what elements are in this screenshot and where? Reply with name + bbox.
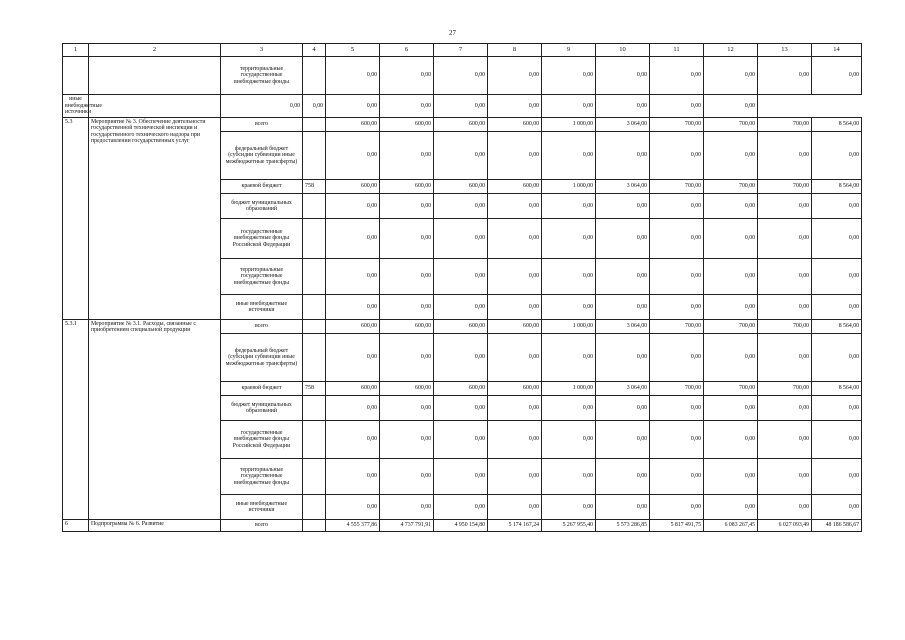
header-cell: 4 [303,44,326,57]
header-cell: 1 [63,44,89,57]
funding-source: всего [221,520,303,532]
amount-cell: 0,00 [704,132,758,180]
amount-cell: 0,00 [542,396,596,421]
amount-cell: 0,00 [596,57,650,95]
amount-cell: 0,00 [812,459,862,495]
amount-cell: 0,00 [596,295,650,320]
amount-cell: 0,00 [488,95,542,118]
amount-cell: 0,00 [704,421,758,459]
amount-cell: 600,00 [380,118,434,132]
amount-cell: 0,00 [434,495,488,520]
amount-cell: 600,00 [326,382,380,396]
amount-cell: 5 573 286,85 [596,520,650,532]
header-cell: 8 [488,44,542,57]
funding-source: всего [221,118,303,132]
amount-cell: 0,00 [542,459,596,495]
amount-cell: 0,00 [380,259,434,295]
page-number: 27 [449,29,456,37]
amount-cell: 600,00 [380,180,434,194]
funding-source: территориальные государственные внебюджетные фонды [221,57,303,95]
amount-cell: 0,00 [704,396,758,421]
header-cell: 2 [89,44,221,57]
amount-cell: 0,00 [812,259,862,295]
amount-cell: 700,00 [758,320,812,334]
amount-cell: 0,00 [380,219,434,259]
amount-cell: 0,00 [380,495,434,520]
budget-code [303,334,326,382]
amount-cell: 0,00 [650,259,704,295]
amount-cell: 0,00 [434,421,488,459]
amount-cell: 0,00 [488,194,542,219]
amount-cell: 8 564,00 [812,118,862,132]
funding-source: государственные внебюджетные фонды Российской Федерации [221,219,303,259]
amount-cell: 8 564,00 [812,180,862,194]
amount-cell: 0,00 [812,334,862,382]
amount-cell: 0,00 [758,57,812,95]
amount-cell: 0,00 [326,334,380,382]
amount-cell: 600,00 [326,118,380,132]
budget-code [303,295,326,320]
amount-cell: 0,00 [488,495,542,520]
amount-cell: 0,00 [650,295,704,320]
budget-code [303,421,326,459]
header-cell: 9 [542,44,596,57]
amount-cell: 600,00 [488,320,542,334]
amount-cell: 0,00 [596,334,650,382]
item-number: 5.3.1 [63,320,89,520]
amount-cell: 600,00 [434,320,488,334]
table-row [63,118,862,132]
amount-cell: 0,00 [434,194,488,219]
amount-cell: 0,00 [488,421,542,459]
amount-cell: 0,00 [542,194,596,219]
amount-cell: 0,00 [542,57,596,95]
amount-cell: 0,00 [326,295,380,320]
funding-source: федеральный бюджет (субсидии субвенции иные межбюджетные трансферты) [221,334,303,382]
header-cell: 5 [326,44,380,57]
amount-cell: 700,00 [704,320,758,334]
amount-cell: 0,00 [434,334,488,382]
amount-cell: 1 000,00 [542,180,596,194]
amount-cell: 0,00 [596,219,650,259]
funding-source: краевой бюджет [221,382,303,396]
amount-cell: 0,00 [650,459,704,495]
amount-cell: 0,00 [488,334,542,382]
amount-cell: 0,00 [812,495,862,520]
amount-cell: 600,00 [326,320,380,334]
amount-cell: 600,00 [488,118,542,132]
funding-source: федеральный бюджет (субсидии субвенции иные межбюджетные трансферты) [221,132,303,180]
amount-cell: 0,00 [812,194,862,219]
table-body [63,44,862,532]
amount-cell: 0,00 [434,459,488,495]
amount-cell: 0,00 [488,219,542,259]
amount-cell: 8 564,00 [812,382,862,396]
amount-cell: 0,00 [596,95,650,118]
amount-cell: 0,00 [704,259,758,295]
amount-cell: 0,00 [434,95,488,118]
header-cell: 7 [434,44,488,57]
budget-code [303,396,326,421]
amount-cell: 1 000,00 [542,320,596,334]
amount-cell: 0,00 [704,57,758,95]
funding-source: бюджет муниципальных образований [221,396,303,421]
item-name: Мероприятие № 3. Обеспечение деятельности государственной технической инспекции и государственного технического надзора при предоставлении государственных услуг [89,118,221,320]
budget-code: 758 [303,382,326,396]
amount-cell: 0,00 [380,57,434,95]
amount-cell: 1 000,00 [542,118,596,132]
item-name: Мероприятие № 3.1. Расходы, связанные с приобретением специальной продукции [89,320,221,520]
amount-cell: 8 564,00 [812,320,862,334]
amount-cell: 0,00 [542,95,596,118]
amount-cell: 0,00 [758,495,812,520]
funding-source: территориальные государственные внебюджетные фонды [221,459,303,495]
funding-source: краевой бюджет [221,180,303,194]
budget-code [89,95,221,118]
amount-cell: 3 064,00 [596,320,650,334]
amount-cell: 0,00 [326,57,380,95]
amount-cell: 0,00 [704,95,758,118]
amount-cell: 0,00 [758,259,812,295]
item-name: Подпрограмма № 6. Развитие [89,520,221,532]
amount-cell: 6 027 093,49 [758,520,812,532]
amount-cell: 0,00 [488,295,542,320]
budget-code [303,132,326,180]
item-number [63,57,89,95]
header-cell: 10 [596,44,650,57]
amount-cell: 0,00 [380,95,434,118]
budget-code [303,118,326,132]
table-row [63,95,862,118]
amount-cell: 0,00 [596,259,650,295]
amount-cell: 0,00 [326,219,380,259]
amount-cell: 700,00 [704,382,758,396]
header-cell: 13 [758,44,812,57]
amount-cell: 3 064,00 [596,180,650,194]
header-cell: 14 [812,44,862,57]
budget-code [303,259,326,295]
amount-cell: 0,00 [380,396,434,421]
amount-cell: 0,00 [758,132,812,180]
amount-cell: 0,00 [758,396,812,421]
amount-cell: 0,00 [758,334,812,382]
amount-cell: 0,00 [326,459,380,495]
amount-cell: 0,00 [326,194,380,219]
amount-cell: 0,00 [596,396,650,421]
amount-cell: 0,00 [434,259,488,295]
header-cell: 12 [704,44,758,57]
funding-source: бюджет муниципальных образований [221,194,303,219]
amount-cell: 0,00 [650,194,704,219]
amount-cell: 600,00 [380,320,434,334]
amount-cell: 0,00 [704,295,758,320]
amount-cell: 0,00 [812,57,862,95]
amount-cell: 700,00 [758,382,812,396]
amount-cell: 1 000,00 [542,382,596,396]
amount-cell: 700,00 [758,118,812,132]
amount-cell: 5 817 491,75 [650,520,704,532]
amount-cell: 0,00 [812,295,862,320]
amount-cell: 0,00 [488,459,542,495]
budget-code [303,57,326,95]
budget-code [303,495,326,520]
amount-cell: 48 186 586,67 [812,520,862,532]
amount-cell: 0,00 [542,295,596,320]
amount-cell: 0,00 [704,194,758,219]
funding-source: иные внебюджетные источники [63,95,89,118]
amount-cell: 0,00 [758,295,812,320]
amount-cell: 0,00 [650,421,704,459]
amount-cell: 0,00 [704,459,758,495]
amount-cell: 0,00 [434,295,488,320]
amount-cell: 0,00 [704,495,758,520]
amount-cell: 0,00 [326,396,380,421]
amount-cell: 0,00 [326,495,380,520]
amount-cell: 0,00 [542,495,596,520]
amount-cell: 600,00 [380,382,434,396]
amount-cell: 0,00 [596,495,650,520]
amount-cell: 600,00 [434,118,488,132]
funding-source: иные внебюджетные источники [221,495,303,520]
amount-cell: 700,00 [704,118,758,132]
amount-cell: 0,00 [542,334,596,382]
amount-cell: 0,00 [488,259,542,295]
amount-cell: 0,00 [758,194,812,219]
amount-cell: 0,00 [326,421,380,459]
amount-cell: 0,00 [596,459,650,495]
amount-cell: 600,00 [434,180,488,194]
amount-cell: 0,00 [434,396,488,421]
amount-cell: 600,00 [326,180,380,194]
amount-cell: 600,00 [488,180,542,194]
amount-cell: 0,00 [704,334,758,382]
amount-cell: 0,00 [650,396,704,421]
funding-source: государственные внебюджетные фонды Российской Федерации [221,421,303,459]
amount-cell: 0,00 [650,95,704,118]
amount-cell: 0,00 [434,57,488,95]
header-cell: 3 [221,44,303,57]
item-number: 6 [63,520,89,532]
amount-cell: 0,00 [650,495,704,520]
amount-cell: 700,00 [650,320,704,334]
amount-cell: 0,00 [650,132,704,180]
amount-cell: 0,00 [758,219,812,259]
amount-cell: 5 267 955,40 [542,520,596,532]
table-row [63,520,862,532]
budget-code [303,219,326,259]
amount-cell: 0,00 [542,132,596,180]
amount-cell: 0,00 [758,421,812,459]
amount-cell: 6 083 267,45 [704,520,758,532]
amount-cell: 0,00 [434,132,488,180]
header-cell: 6 [380,44,434,57]
amount-cell: 0,00 [596,194,650,219]
funding-source: иные внебюджетные источники [221,295,303,320]
header-cell: 11 [650,44,704,57]
amount-cell: 0,00 [380,132,434,180]
amount-cell: 0,00 [812,396,862,421]
amount-cell: 0,00 [488,132,542,180]
amount-cell: 700,00 [650,118,704,132]
budget-code: 758 [303,180,326,194]
amount-cell: 0,00 [434,219,488,259]
budget-table [62,43,862,532]
amount-cell: 700,00 [758,180,812,194]
amount-cell: 600,00 [434,382,488,396]
item-number: 5.3 [63,118,89,320]
amount-cell: 0,00 [812,219,862,259]
amount-cell: 0,00 [650,57,704,95]
item-name [89,57,221,95]
amount-cell: 0,00 [812,132,862,180]
amount-cell: 0,00 [221,95,303,118]
budget-code [303,320,326,334]
amount-cell: 0,00 [326,95,380,118]
amount-cell: 0,00 [326,132,380,180]
amount-cell: 0,00 [303,95,326,118]
amount-cell: 700,00 [650,180,704,194]
table-row [63,57,862,95]
amount-cell: 5 174 167,24 [488,520,542,532]
amount-cell: 0,00 [596,132,650,180]
amount-cell: 0,00 [380,459,434,495]
amount-cell: 0,00 [380,194,434,219]
header-row [63,44,862,57]
amount-cell: 0,00 [488,396,542,421]
budget-code [303,194,326,219]
amount-cell: 0,00 [542,421,596,459]
amount-cell: 0,00 [488,57,542,95]
funding-source: территориальные государственные внебюджетные фонды [221,259,303,295]
budget-code [303,459,326,495]
amount-cell: 4 950 154,80 [434,520,488,532]
amount-cell: 4 555 377,86 [326,520,380,532]
amount-cell: 0,00 [380,295,434,320]
funding-source: всего [221,320,303,334]
amount-cell: 0,00 [812,421,862,459]
amount-cell: 700,00 [704,180,758,194]
amount-cell: 0,00 [380,334,434,382]
amount-cell: 0,00 [704,219,758,259]
amount-cell: 0,00 [542,259,596,295]
amount-cell: 700,00 [650,382,704,396]
amount-cell: 0,00 [542,219,596,259]
amount-cell: 3 064,00 [596,382,650,396]
amount-cell: 0,00 [380,421,434,459]
amount-cell: 3 064,00 [596,118,650,132]
amount-cell: 4 737 791,91 [380,520,434,532]
amount-cell: 0,00 [326,259,380,295]
amount-cell: 0,00 [650,219,704,259]
amount-cell: 0,00 [596,421,650,459]
amount-cell: 0,00 [650,334,704,382]
budget-code [303,520,326,532]
table-row [63,320,862,334]
amount-cell: 0,00 [758,459,812,495]
amount-cell: 600,00 [488,382,542,396]
